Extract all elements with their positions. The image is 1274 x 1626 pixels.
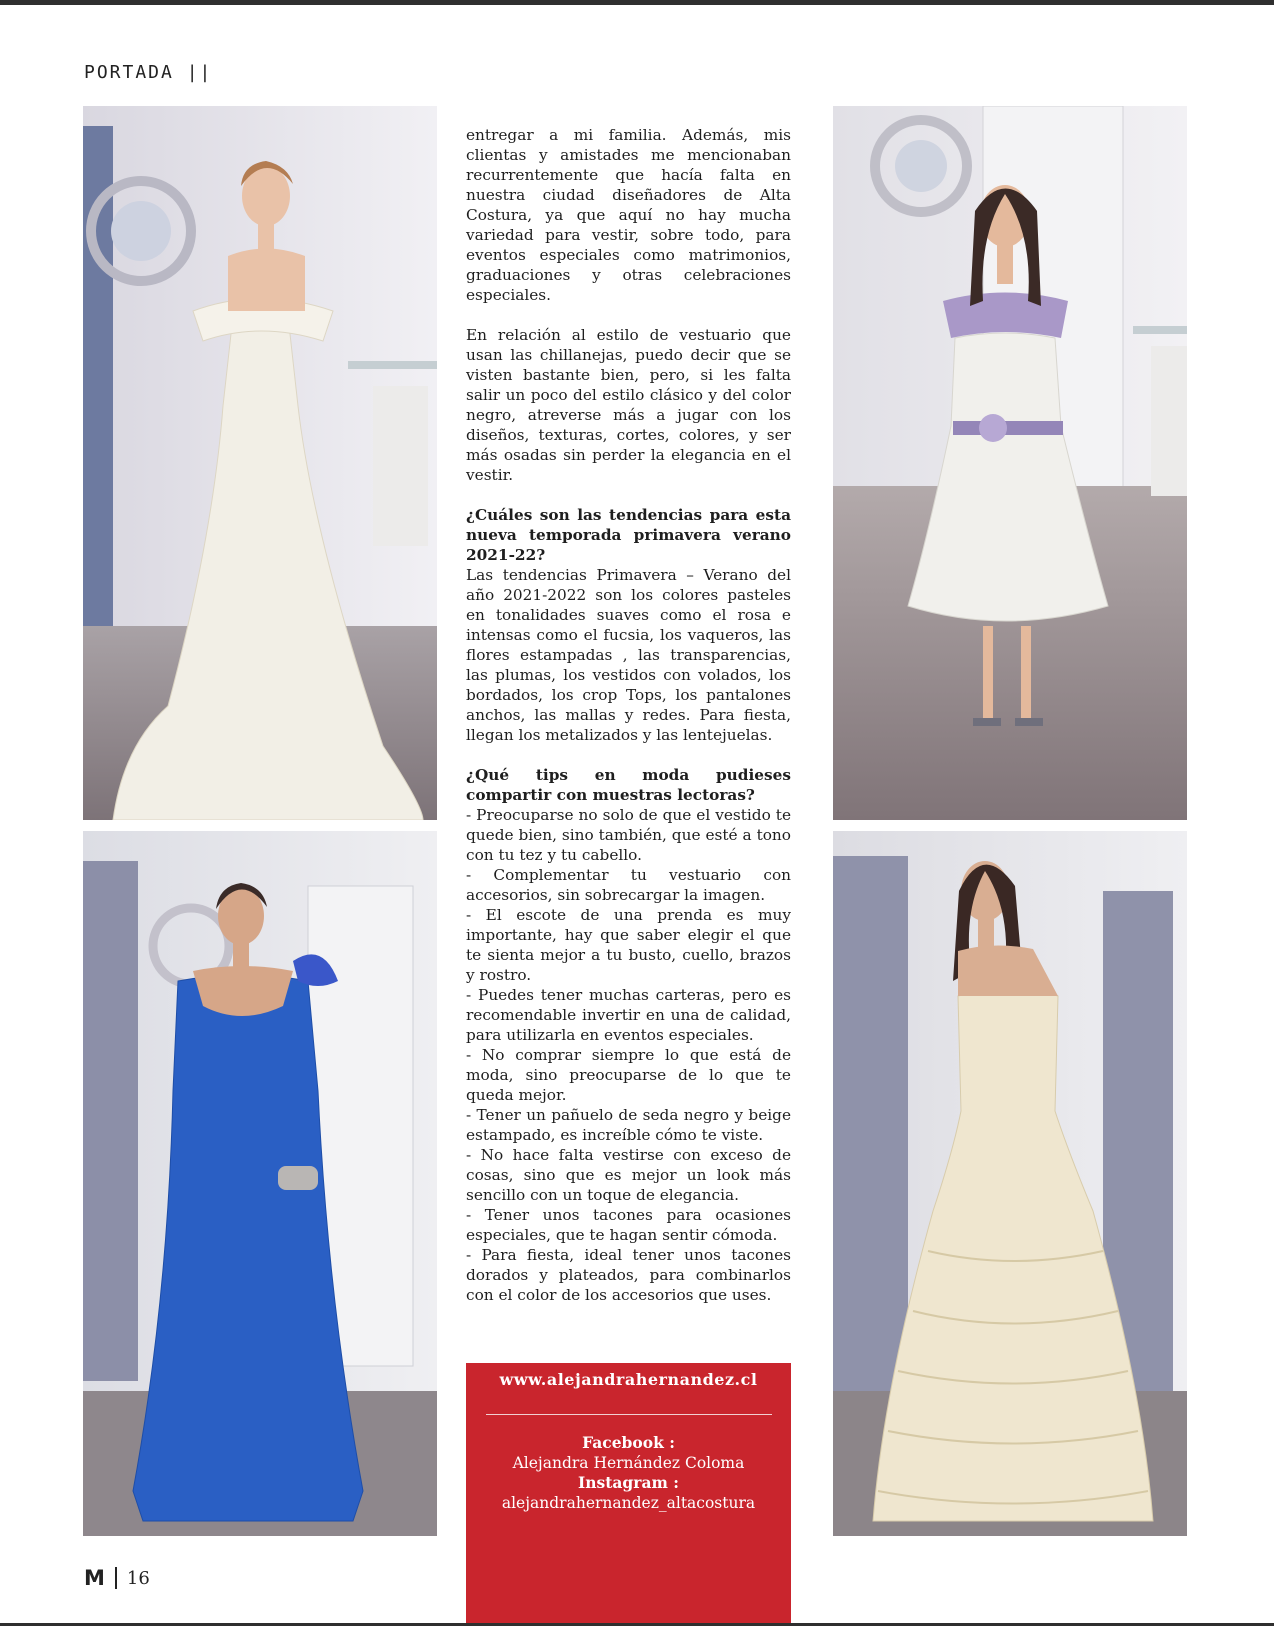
tip-item: - El escote de una prenda es muy importante, hay que saber elegir el que te sienta mejor a tu busto, cuello, brazos y rostro. (466, 906, 791, 984)
magazine-logo: M (84, 1566, 105, 1590)
tip-item: - No hace falta vestirse con exceso de cosas, sino que es mejor un look más sencillo con un toque de elegancia. (466, 1146, 791, 1204)
facebook-label: Facebook : (582, 1433, 675, 1452)
interview-answer: Las tendencias Primavera – Verano del año 2021-2022 son los colores pasteles en tonalidades suaves como el rosa e intensas como el fucsia, los vaqueros, las flores estampadas , las transparencias, las plumas, los vestidos con volados, los bordados, los crop Tops, los pantalones anchos, las mallas y redes. Para fiesta, llegan los metalizados y las lentejuelas. (466, 566, 791, 744)
social-info (466, 1433, 791, 1513)
section-header: PORTADA || (84, 62, 213, 83)
article-paragraph: entregar a mi familia. Además, mis clientas y amistades me mencionaban recurrentemente que hacía falta en nuestra ciudad diseñadores de Alta Costura, ya que aquí no hay mucha variedad para vestir, sobre todo, para eventos especiales como matrimonios, graduaciones y otras celebraciones especiales. (466, 126, 791, 304)
photo-ivory-ruffled-gown (833, 831, 1187, 1536)
tip-item: - Tener un pañuelo de seda negro y beige estampado, es increíble cómo te viste. (466, 1106, 791, 1144)
tip-item: - Para fiesta, ideal tener unos tacones dorados y plateados, para combinarlos con el color de los accesorios que uses. (466, 1246, 791, 1304)
tip-item: - Complementar tu vestuario con accesorios, sin sobrecargar la imagen. (466, 866, 791, 904)
tip-item: - Preocuparse no solo de que el vestido te quede bien, sino también, que esté a tono con tu tez y tu cabello. (466, 806, 791, 864)
top-rule (0, 0, 1274, 5)
tip-item: - No comprar siempre lo que está de moda, sino preocuparse de lo que te queda mejor. (466, 1046, 791, 1104)
tips-list (466, 805, 791, 1305)
contact-divider (486, 1414, 772, 1415)
photo-white-lilac-dress (833, 106, 1187, 820)
article-body (466, 125, 791, 1305)
website-link[interactable]: www.alejandrahernandez.cl (499, 1370, 758, 1389)
page-footer (84, 1566, 150, 1590)
page-number: 16 (126, 1567, 150, 1589)
photo-white-bridal-gown (83, 106, 437, 820)
instagram-label: Instagram : (577, 1473, 679, 1492)
instagram-handle[interactable]: alejandrahernandez_altacostura (501, 1494, 756, 1512)
footer-separator (115, 1567, 117, 1589)
interview-question: ¿Cuáles son las tendencias para esta nueva temporada primavera verano 2021-22? (466, 506, 791, 564)
facebook-handle[interactable]: Alejandra Hernández Coloma (512, 1454, 745, 1472)
contact-box (466, 1363, 791, 1626)
photo-blue-gown (83, 831, 437, 1536)
tip-item: - Tener unos tacones para ocasiones especiales, que te hagan sentir cómoda. (466, 1206, 791, 1244)
article-paragraph: En relación al estilo de vestuario que usan las chillanejas, puedo decir que se visten bastante bien, pero, si les falta salir un poco del estilo clásico y del color negro, atreverse más a jugar con los diseños, texturas, cortes, colores, y ser más osadas sin perder la elegancia en el vestir. (466, 326, 791, 484)
interview-question: ¿Qué tips en moda pudieses compartir con muestras lectoras? (466, 766, 791, 804)
tip-item: - Puedes tener muchas carteras, pero es recomendable invertir en una de calidad, para utilizarla en eventos especiales. (466, 986, 791, 1044)
